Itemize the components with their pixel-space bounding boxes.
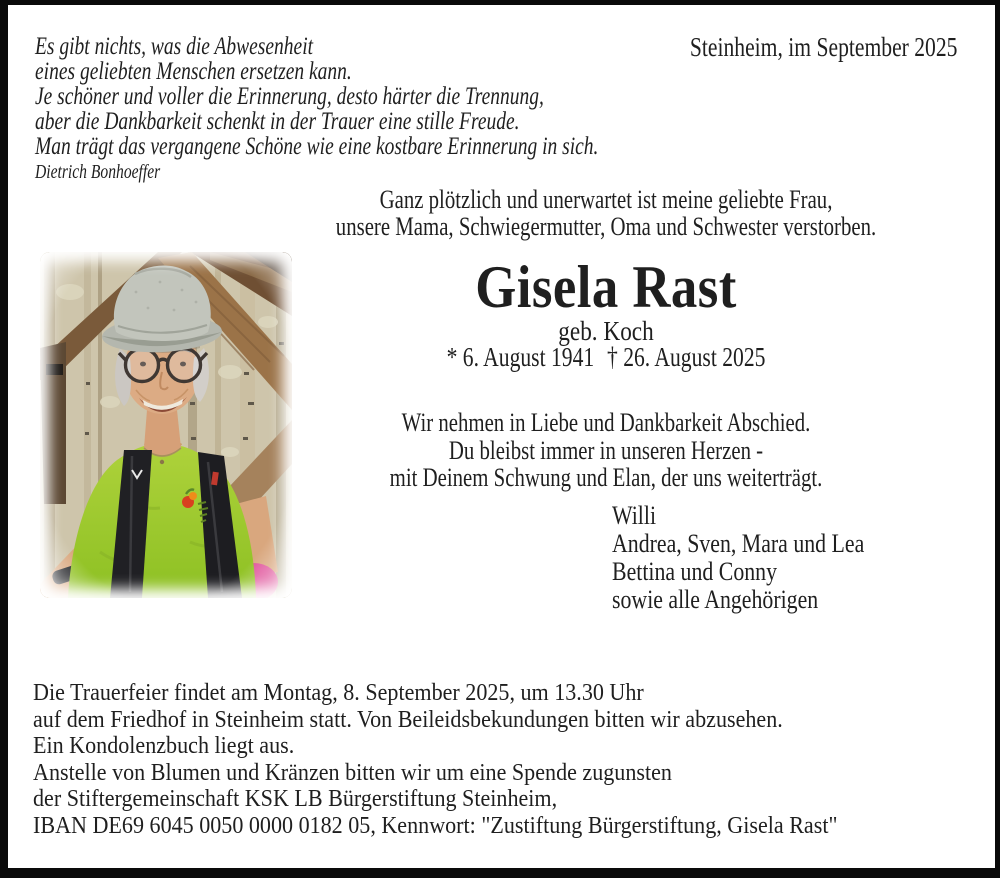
mourner-line: Bettina und Conny	[612, 557, 778, 586]
funeral-info	[33, 680, 990, 839]
deceased-name: Gisela Rast	[475, 254, 737, 320]
quote-line: Man trägt das vergangene Schöne wie eine kostbare Erinnerung in sich.	[35, 133, 599, 160]
quote-line: eines geliebten Menschen ersetzen kann.	[35, 58, 352, 85]
funeral-info-line: Ein Kondolenzbuch liegt aus.	[33, 733, 295, 759]
birth-date: * 6. August 1941	[446, 342, 595, 372]
maiden-name: geb. Koch	[558, 316, 654, 346]
farewell-line: mit Deinem Schwung und Elan, der uns weiterträgt.	[389, 463, 823, 492]
funeral-info-line: Die Trauerfeier findet am Montag, 8. September 2025, um 13.30 Uhr	[33, 680, 644, 706]
farewell-text	[286, 409, 926, 492]
mourners-list	[612, 502, 864, 614]
funeral-info-line: Anstelle von Blumen und Kränzen bitten wir um eine Spende zugunsten	[33, 759, 672, 786]
memorial-quote	[35, 34, 598, 184]
mourner-line: sowie alle Angehörigen	[612, 585, 819, 614]
announcement-line: Ganz plötzlich und unerwartet ist meine geliebte Frau,	[379, 185, 833, 214]
funeral-info-line: IBAN DE69 6045 0050 0000 0182 05, Kennwort: "Zustiftung Bürgerstiftung, Gisela Rast"	[33, 812, 838, 839]
quote-line: Es gibt nichts, was die Abwesenheit	[35, 33, 314, 60]
death-date: † 26. August 2025	[607, 342, 766, 372]
farewell-line: Du bleibst immer in unseren Herzen -	[448, 435, 764, 465]
funeral-info-line: der Stiftergemeinschaft KSK LB Bürgerstiftung Steinheim,	[33, 786, 558, 812]
quote-attribution: Dietrich Bonhoeffer	[35, 161, 161, 183]
farewell-line: Wir nehmen in Liebe und Dankbarkeit Abschied.	[401, 408, 811, 437]
mourner-line: Willi	[612, 501, 657, 530]
dateline: Steinheim, im September 2025	[689, 32, 957, 62]
announcement-line: unsere Mama, Schwiegermutter, Oma und Schwester verstorben.	[335, 212, 877, 241]
quote-line: aber die Dankbarkeit schenkt in der Trauer eine stille Freude.	[35, 108, 520, 135]
funeral-info-line: auf dem Friedhof in Steinheim statt. Von Beileidsbekundungen bitten wir abzusehen.	[33, 706, 783, 733]
quote-line: Je schöner und voller die Erinnerung, desto härter die Trennung,	[35, 83, 544, 110]
obituary-card	[8, 5, 995, 868]
mourner-line: Andrea, Sven, Mara und Lea	[612, 529, 865, 558]
life-dates	[286, 344, 926, 371]
announcement	[286, 186, 926, 240]
